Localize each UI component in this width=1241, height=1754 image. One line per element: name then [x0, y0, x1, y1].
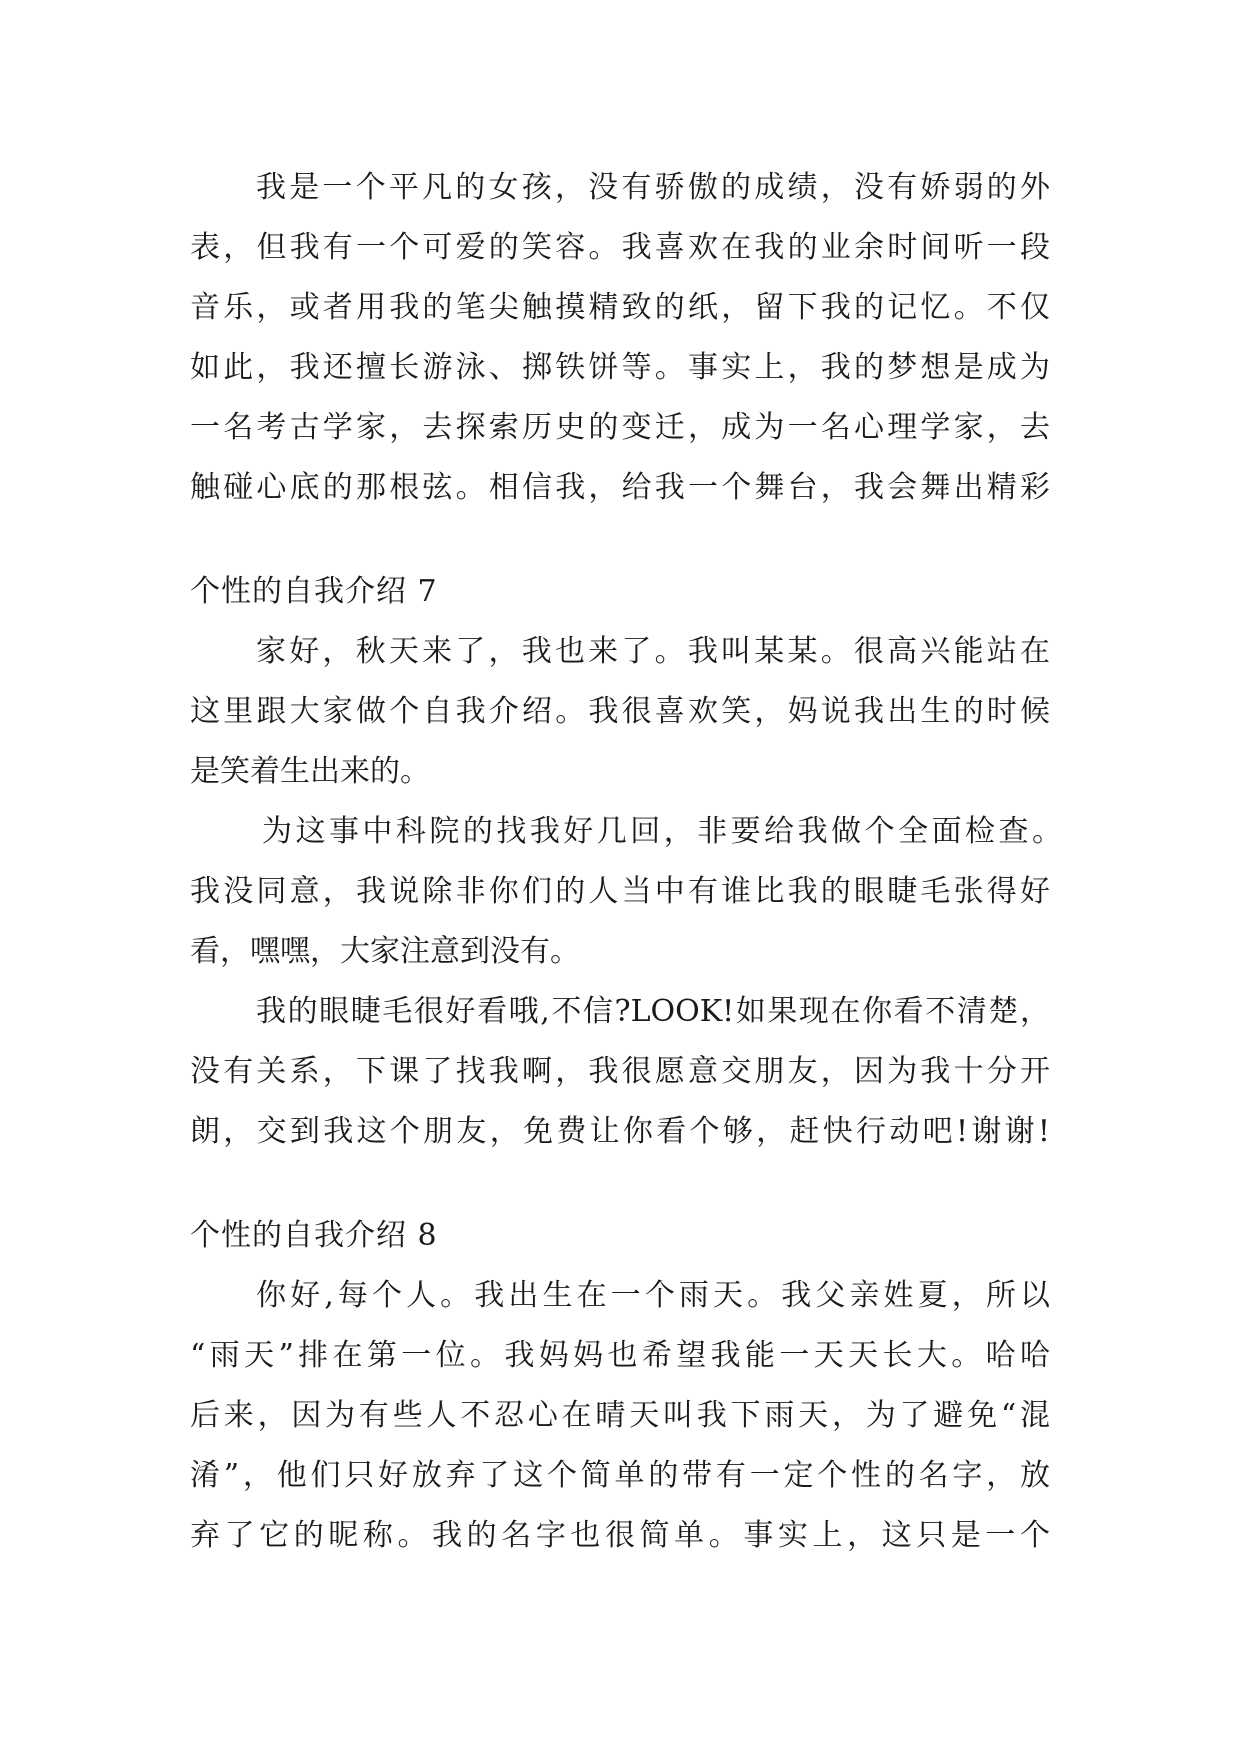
paragraph-line: 后来，因为有些人不忍心在晴天叫我下雨天，为了避免“混 [190, 1398, 1050, 1433]
paragraph-line: 音乐，或者用我的笔尖触摸精致的纸，留下我的记忆。不仅 [190, 290, 1050, 325]
paragraph-line: 这里跟大家做个自我介绍。我很喜欢笑，妈说我出生的时候 [190, 694, 1050, 729]
paragraph-line: “雨天”排在第一位。我妈妈也希望我能一天天长大。哈哈 [190, 1338, 1050, 1373]
paragraph-line: 表，但我有一个可爱的笑容。我喜欢在我的业余时间听一段 [190, 230, 1050, 265]
section-heading: 个性的自我介绍 8 [190, 1218, 438, 1253]
paragraph-line: 弃了它的昵称。我的名字也很简单。事实上，这只是一个 [190, 1518, 1050, 1553]
paragraph-line: 为这事中科院的找我好几回，非要给我做个全面检查。 [262, 814, 1062, 849]
paragraph-line: 我是一个平凡的女孩，没有骄傲的成绩，没有娇弱的外 [256, 170, 1050, 205]
paragraph-line: 我的眼睫毛很好看哦,不信?LOOK!如果现在你看不清楚， [256, 994, 1050, 1029]
paragraph-line: 我没同意，我说除非你们的人当中有谁比我的眼睫毛张得好 [190, 874, 1050, 909]
paragraph-line: 没有关系，下课了找我啊，我很愿意交朋友，因为我十分开 [190, 1054, 1050, 1089]
paragraph-line: 看，嘿嘿，大家注意到没有。 [190, 934, 580, 969]
paragraph-line: 如此，我还擅长游泳、掷铁饼等。事实上，我的梦想是成为 [190, 350, 1050, 385]
paragraph-line: 家好，秋天来了，我也来了。我叫某某。很高兴能站在 [256, 634, 1050, 669]
paragraph-line: 你好,每个人。我出生在一个雨天。我父亲姓夏，所以 [256, 1278, 1050, 1313]
paragraph-line: 一名考古学家，去探索历史的变迁，成为一名心理学家，去 [190, 410, 1050, 445]
paragraph-line: 是笑着生出来的。 [190, 754, 430, 789]
section-heading: 个性的自我介绍 7 [190, 574, 438, 609]
paragraph-line: 触碰心底的那根弦。相信我，给我一个舞台，我会舞出精彩 [190, 470, 1050, 505]
paragraph-line: 淆”，他们只好放弃了这个简单的带有一定个性的名字，放 [190, 1458, 1050, 1493]
paragraph-line: 朗，交到我这个朋友，免费让你看个够，赶快行动吧!谢谢! [190, 1114, 1050, 1149]
